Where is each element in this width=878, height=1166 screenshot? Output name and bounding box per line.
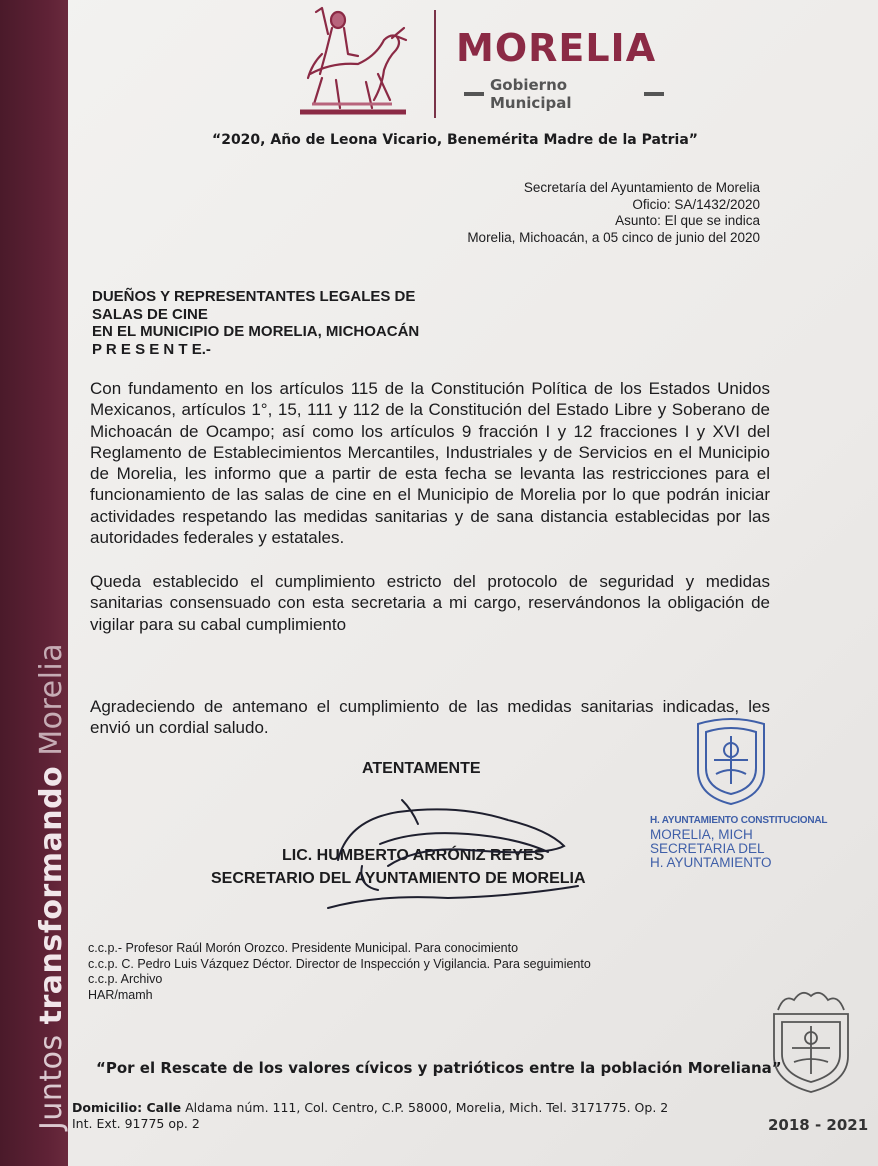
footer-address-line-1 <box>72 1100 668 1116</box>
signer-title: SECRETARIO DEL AYUNTAMIENTO DE MORELIA <box>211 870 586 887</box>
body-paragraph-2: Queda establecido el cumplimiento estricto del protocolo de seguridad y medidas sanitarias consensuado con esta secretaria a mi cargo, reservándonos la obligación de vigilar para su cabal cumplimiento <box>90 572 770 634</box>
recipient-line: EN EL MUNICIPIO DE MORELIA, MICHOACÁN <box>92 323 420 340</box>
logo-divider <box>434 10 436 118</box>
ccp-line: c.c.p. Archivo <box>88 972 163 986</box>
footer-address <box>72 1100 668 1132</box>
letterhead-title: MORELIA <box>456 26 657 70</box>
letterhead-subtitle: Gobierno Municipal <box>490 76 572 112</box>
subtitle-bar-left <box>464 92 484 96</box>
side-banner-word-juntos: Juntos <box>34 1034 69 1130</box>
header-asunto: Asunto: El que se indica <box>615 213 760 228</box>
footer-motto: “Por el Rescate de los valores cívicos y patrióticos entre la población Moreliana” <box>96 1059 782 1077</box>
signer-name: LIC. HUMBERTO ARRÓNIZ REYES <box>282 847 545 864</box>
recipient-line: P R E S E N T E.- <box>92 340 211 358</box>
stamp-line: H. AYUNTAMIENTO <box>650 855 772 870</box>
letterhead-subtitle-row <box>458 76 670 112</box>
domicilio-label: Domicilio: Calle <box>72 1100 182 1115</box>
handwritten-signature <box>318 790 588 920</box>
stamp-line: SECRETARIA DEL <box>650 841 765 856</box>
ccp-line: c.c.p.- Profesor Raúl Morón Orozco. Presidente Municipal. Para conocimiento <box>88 941 519 955</box>
side-banner <box>0 0 68 1166</box>
ccp-line: HAR/mamh <box>88 987 153 1002</box>
recipient-line: DUEÑOS Y REPRESENTANTES LEGALES DE <box>92 288 416 305</box>
address-text: Aldama núm. 111, Col. Centro, C.P. 58000, Morelia, Mich. Tel. 3171775. Op. 2 <box>181 1100 669 1115</box>
administration-years: 2018 - 2021 <box>768 1116 869 1134</box>
recipient-block <box>92 288 419 358</box>
header-place-date: Morelia, Michoacán, a 05 cinco de junio del 2020 <box>467 229 760 245</box>
recipient-line: SALAS DE CINE <box>92 305 208 323</box>
morelia-crest-icon <box>764 986 858 1096</box>
horseman-logo-icon <box>292 4 414 120</box>
closing-atentamente: ATENTAMENTE <box>362 760 481 777</box>
header-info <box>467 180 760 246</box>
municipal-seal-stamp-icon <box>690 714 772 808</box>
stamp-line: MORELIA, MICH <box>650 827 753 842</box>
body-paragraph-3: Agradeciendo de antemano el cumplimiento de las medidas sanitarias indicadas, les envió un cordial saludo. <box>90 697 770 738</box>
header-office: Secretaría del Ayuntamiento de Morelia <box>523 180 760 195</box>
stamp-text <box>650 814 827 870</box>
stamp-line: H. AYUNTAMIENTO CONSTITUCIONAL <box>650 815 828 826</box>
footer-address-line-2: Int. Ext. 91775 op. 2 <box>72 1116 200 1131</box>
header-oficio: Oficio: SA/1432/2020 <box>632 196 760 212</box>
side-banner-word-morelia: Morelia <box>34 642 69 756</box>
subtitle-bar-right <box>644 92 664 96</box>
side-banner-word-transformando: transformando <box>34 765 69 1025</box>
ccp-line: c.c.p. C. Pedro Luis Vázquez Déctor. Director de Inspección y Vigilancia. Para seguimiento <box>88 956 591 971</box>
ccp-block <box>88 941 591 1003</box>
body-paragraph-1: Con fundamento en los artículos 115 de la Constitución Política de los Estados Unidos Mexicanos, artículos 1°, 15, 111 y 112 de la Constitución del Estado Libre y Soberano de Michoacán de Ocampo; así como los artículos 9 fracción I y 12 fracciones I y XVI del Reglamento de Establecimientos Mercantiles, Industriales y de Servicios en el Municipio de Morelia, les informo que a partir de esta fecha se levanta las restricciones para el funcionamiento de las salas de cine en el Municipio de Morelia por lo que podrán iniciar actividades respetando las medidas sanitarias y de sana distancia establecidas por las autoridades federales y estatales. <box>90 379 770 548</box>
year-motto: “2020, Año de Leona Vicario, Benemérita Madre de la Patria” <box>212 132 699 148</box>
side-banner-text <box>34 643 69 1130</box>
